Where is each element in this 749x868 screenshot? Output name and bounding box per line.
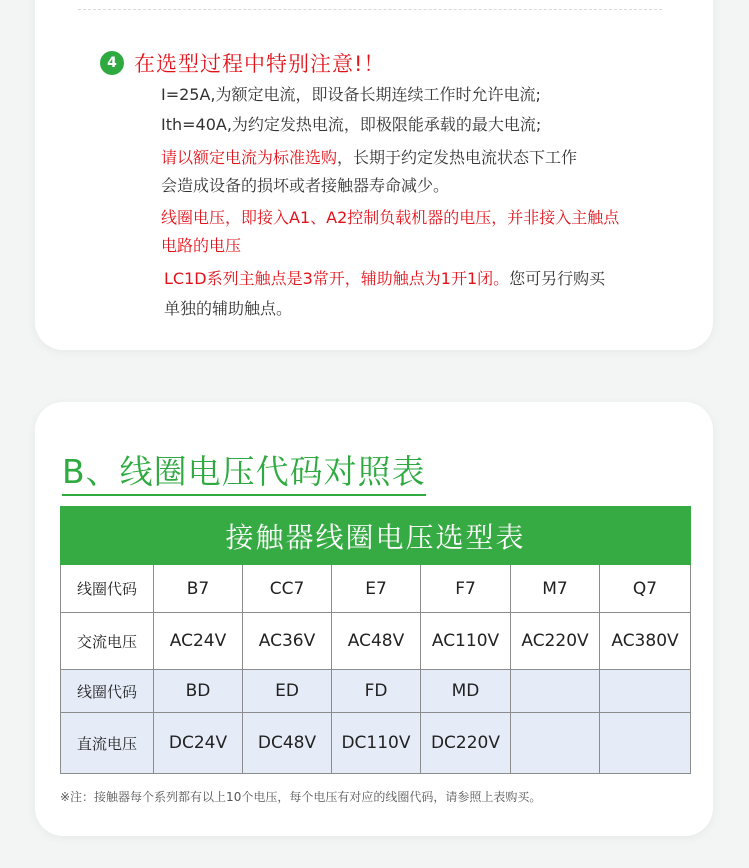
table-cell: AC220V — [511, 613, 600, 670]
table-cell — [511, 713, 600, 774]
contacts-highlight: LC1D系列主触点是3常开，辅助触点为1开1闭。 — [164, 269, 510, 288]
row-label: 直流电压 — [61, 713, 154, 774]
table-cell: F7 — [421, 565, 511, 613]
table-row — [61, 713, 691, 774]
table-cell — [511, 670, 600, 713]
purchase-advice-highlight: 请以额定电流为标准选购 — [161, 148, 338, 167]
row-label: 线圈代码 — [61, 565, 154, 613]
thermal-current-text: Ith=40A,为约定发热电流，即极限能承载的最大电流; — [161, 115, 542, 134]
table-cell: BD — [154, 670, 243, 713]
table-cell: E7 — [332, 565, 421, 613]
note-heading — [100, 48, 385, 78]
coil-voltage-text: 线圈电压，即接入A1、A2控制负载机器的电压，并非接入主触点 — [161, 208, 620, 227]
table-cell: MD — [421, 670, 511, 713]
purchase-advice-line — [161, 145, 577, 168]
purchase-advice-line2: 会造成设备的损坏或者接触器寿命减少。 — [161, 176, 450, 195]
table-cell: DC110V — [332, 713, 421, 774]
table-cell: B7 — [154, 565, 243, 613]
contacts-line — [164, 266, 605, 289]
table-row — [61, 565, 691, 613]
table-cell — [600, 670, 691, 713]
row-label: 线圈代码 — [61, 670, 154, 713]
table-cell: DC48V — [243, 713, 332, 774]
row-label: 交流电压 — [61, 613, 154, 670]
table-cell: FD — [332, 670, 421, 713]
table-cell: AC48V — [332, 613, 421, 670]
table-cell: CC7 — [243, 565, 332, 613]
purchase-advice-rest: ，长期于约定发热电流状态下工作 — [337, 148, 578, 167]
coil-voltage-text-line2: 电路的电压 — [161, 236, 242, 255]
table-cell: DC24V — [154, 713, 243, 774]
table-row — [61, 613, 691, 670]
divider — [78, 9, 662, 10]
table-cell: ED — [243, 670, 332, 713]
table-cell: Q7 — [600, 565, 691, 613]
table-cell: AC110V — [421, 613, 511, 670]
table-cell: AC380V — [600, 613, 691, 670]
number-badge: 4 — [100, 51, 124, 75]
rated-current-text: I=25A,为额定电流，即设备长期连续工作时允许电流; — [161, 85, 541, 104]
contacts-rest: 您可另行购买 — [509, 269, 606, 288]
table-cell: DC220V — [421, 713, 511, 774]
table-cell: AC36V — [243, 613, 332, 670]
table-cell: AC24V — [154, 613, 243, 670]
note-title: 在选型过程中特别注意!！ — [134, 52, 386, 76]
coil-voltage-table — [60, 506, 691, 774]
table-cell: M7 — [511, 565, 600, 613]
section-title: B、线圈电压代码对照表 — [62, 446, 426, 496]
table-cell — [600, 713, 691, 774]
contacts-line2: 单独的辅助触点。 — [164, 299, 293, 318]
footnote: ※注：接触器每个系列都有以上10个电压，每个电压有对应的线圈代码，请参照上表购买。 — [60, 790, 542, 804]
table-title: 接触器线圈电压选型表 — [61, 507, 691, 565]
table-row — [61, 670, 691, 713]
